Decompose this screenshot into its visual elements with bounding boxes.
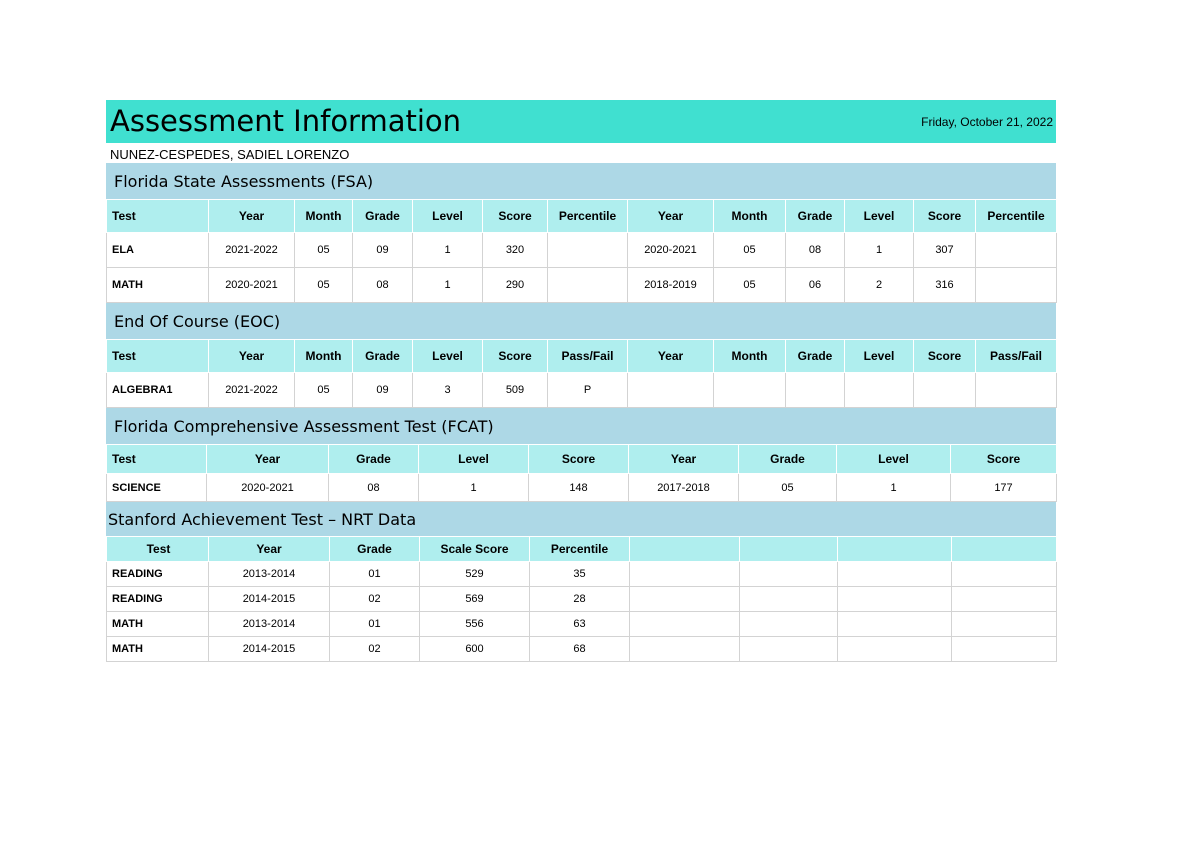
table-cell: 1 — [837, 474, 951, 502]
table-cell — [845, 373, 914, 408]
column-header: Month — [714, 340, 786, 373]
column-header: Level — [837, 445, 951, 474]
table-cell — [952, 587, 1057, 612]
table-cell — [976, 268, 1057, 303]
table-row — [107, 233, 1057, 268]
table-cell: 05 — [295, 373, 353, 408]
column-header: Grade — [353, 200, 413, 233]
column-header — [838, 537, 952, 562]
column-header: Year — [628, 200, 714, 233]
column-header: Percentile — [976, 200, 1057, 233]
fcat-section-title: Florida Comprehensive Assessment Test (FCAT) — [106, 408, 1056, 444]
table-row — [107, 268, 1057, 303]
table-cell — [952, 637, 1057, 662]
table-cell — [976, 373, 1057, 408]
column-header: Year — [209, 537, 330, 562]
fsa-table — [106, 199, 1057, 303]
sat-header-row — [107, 537, 1057, 562]
column-header: Test — [107, 200, 209, 233]
table-cell: 01 — [330, 612, 420, 637]
table-cell: ELA — [107, 233, 209, 268]
column-header: Grade — [739, 445, 837, 474]
table-cell: MATH — [107, 637, 209, 662]
table-cell — [786, 373, 845, 408]
table-cell: 148 — [529, 474, 629, 502]
table-cell — [548, 268, 628, 303]
table-cell: 68 — [530, 637, 630, 662]
table-cell: 2020-2021 — [207, 474, 329, 502]
table-cell: 2014-2015 — [209, 587, 330, 612]
report-date: Friday, October 21, 2022 — [921, 114, 1053, 129]
column-header: Test — [107, 445, 207, 474]
table-row — [107, 474, 1057, 502]
column-header: Score — [483, 200, 548, 233]
column-header: Month — [714, 200, 786, 233]
table-cell: 08 — [786, 233, 845, 268]
table-cell — [914, 373, 976, 408]
column-header: Percentile — [548, 200, 628, 233]
table-cell: 2021-2022 — [209, 373, 295, 408]
column-header: Grade — [786, 200, 845, 233]
table-cell: 1 — [419, 474, 529, 502]
column-header: Pass/Fail — [548, 340, 628, 373]
sat-section-title: Stanford Achievement Test – NRT Data — [106, 502, 1056, 536]
table-cell: 02 — [330, 637, 420, 662]
column-header: Year — [628, 340, 714, 373]
table-cell: MATH — [107, 268, 209, 303]
fsa-section-title: Florida State Assessments (FSA) — [106, 163, 1056, 199]
table-cell — [630, 637, 740, 662]
table-cell: 307 — [914, 233, 976, 268]
table-cell: 2013-2014 — [209, 562, 330, 587]
table-cell: 35 — [530, 562, 630, 587]
table-cell: 177 — [951, 474, 1057, 502]
table-cell: 02 — [330, 587, 420, 612]
table-cell: 08 — [353, 268, 413, 303]
table-cell — [740, 562, 838, 587]
table-cell — [976, 233, 1057, 268]
column-header: Year — [629, 445, 739, 474]
table-cell: 09 — [353, 233, 413, 268]
table-row — [107, 637, 1057, 662]
table-row — [107, 562, 1057, 587]
table-cell: 2014-2015 — [209, 637, 330, 662]
table-cell — [952, 562, 1057, 587]
column-header: Level — [413, 200, 483, 233]
column-header: Scale Score — [420, 537, 530, 562]
column-header: Test — [107, 340, 209, 373]
fcat-table — [106, 444, 1057, 502]
column-header: Score — [914, 200, 976, 233]
column-header: Level — [413, 340, 483, 373]
eoc-section-title: End Of Course (EOC) — [106, 303, 1056, 339]
column-header: Month — [295, 340, 353, 373]
table-cell: 1 — [413, 233, 483, 268]
table-row — [107, 587, 1057, 612]
table-cell: 600 — [420, 637, 530, 662]
column-header: Level — [419, 445, 529, 474]
table-cell — [838, 562, 952, 587]
column-header — [740, 537, 838, 562]
column-header: Score — [529, 445, 629, 474]
student-name: NUNEZ-CESPEDES, SADIEL LORENZO — [110, 147, 350, 162]
table-cell — [628, 373, 714, 408]
table-cell: 2018-2019 — [628, 268, 714, 303]
column-header: Grade — [786, 340, 845, 373]
table-cell — [548, 233, 628, 268]
table-cell: 05 — [714, 268, 786, 303]
column-header: Percentile — [530, 537, 630, 562]
table-cell — [838, 612, 952, 637]
column-header: Level — [845, 200, 914, 233]
table-row — [107, 373, 1057, 408]
table-cell: 2020-2021 — [209, 268, 295, 303]
table-cell: 316 — [914, 268, 976, 303]
column-header: Year — [209, 340, 295, 373]
table-cell — [952, 612, 1057, 637]
eoc-table — [106, 339, 1057, 408]
column-header: Score — [914, 340, 976, 373]
sat-table — [106, 536, 1057, 662]
column-header: Score — [951, 445, 1057, 474]
table-cell: 05 — [714, 233, 786, 268]
table-cell: 290 — [483, 268, 548, 303]
assessment-report — [106, 100, 1056, 662]
table-cell — [630, 612, 740, 637]
column-header: Score — [483, 340, 548, 373]
fcat-header-row — [107, 445, 1057, 474]
table-cell — [838, 637, 952, 662]
title-bar — [106, 100, 1056, 143]
column-header: Test — [107, 537, 209, 562]
table-cell: P — [548, 373, 628, 408]
table-cell: 63 — [530, 612, 630, 637]
column-header: Grade — [329, 445, 419, 474]
column-header: Month — [295, 200, 353, 233]
table-cell: 01 — [330, 562, 420, 587]
column-header: Level — [845, 340, 914, 373]
table-cell: READING — [107, 587, 209, 612]
table-cell: 3 — [413, 373, 483, 408]
table-cell: 2017-2018 — [629, 474, 739, 502]
table-cell: 09 — [353, 373, 413, 408]
table-cell — [740, 587, 838, 612]
table-cell: 05 — [739, 474, 837, 502]
table-cell: READING — [107, 562, 209, 587]
table-cell: 2 — [845, 268, 914, 303]
table-cell — [740, 637, 838, 662]
table-cell: ALGEBRA1 — [107, 373, 209, 408]
table-cell: 569 — [420, 587, 530, 612]
table-cell — [740, 612, 838, 637]
column-header: Grade — [353, 340, 413, 373]
table-cell: 2021-2022 — [209, 233, 295, 268]
table-cell — [630, 587, 740, 612]
page-title: Assessment Information — [110, 104, 462, 138]
column-header — [630, 537, 740, 562]
table-cell — [714, 373, 786, 408]
table-cell: 28 — [530, 587, 630, 612]
column-header: Pass/Fail — [976, 340, 1057, 373]
table-cell — [630, 562, 740, 587]
table-cell: 556 — [420, 612, 530, 637]
table-cell: 320 — [483, 233, 548, 268]
column-header: Year — [209, 200, 295, 233]
table-cell: 08 — [329, 474, 419, 502]
table-cell: MATH — [107, 612, 209, 637]
table-cell: 2020-2021 — [628, 233, 714, 268]
column-header — [952, 537, 1057, 562]
table-cell: 1 — [845, 233, 914, 268]
table-cell: 2013-2014 — [209, 612, 330, 637]
table-cell: SCIENCE — [107, 474, 207, 502]
table-cell: 05 — [295, 233, 353, 268]
table-cell: 529 — [420, 562, 530, 587]
table-cell: 1 — [413, 268, 483, 303]
column-header: Grade — [330, 537, 420, 562]
table-cell: 509 — [483, 373, 548, 408]
table-cell — [838, 587, 952, 612]
table-row — [107, 612, 1057, 637]
table-cell: 06 — [786, 268, 845, 303]
fsa-header-row — [107, 200, 1057, 233]
table-cell: 05 — [295, 268, 353, 303]
column-header: Year — [207, 445, 329, 474]
eoc-header-row — [107, 340, 1057, 373]
